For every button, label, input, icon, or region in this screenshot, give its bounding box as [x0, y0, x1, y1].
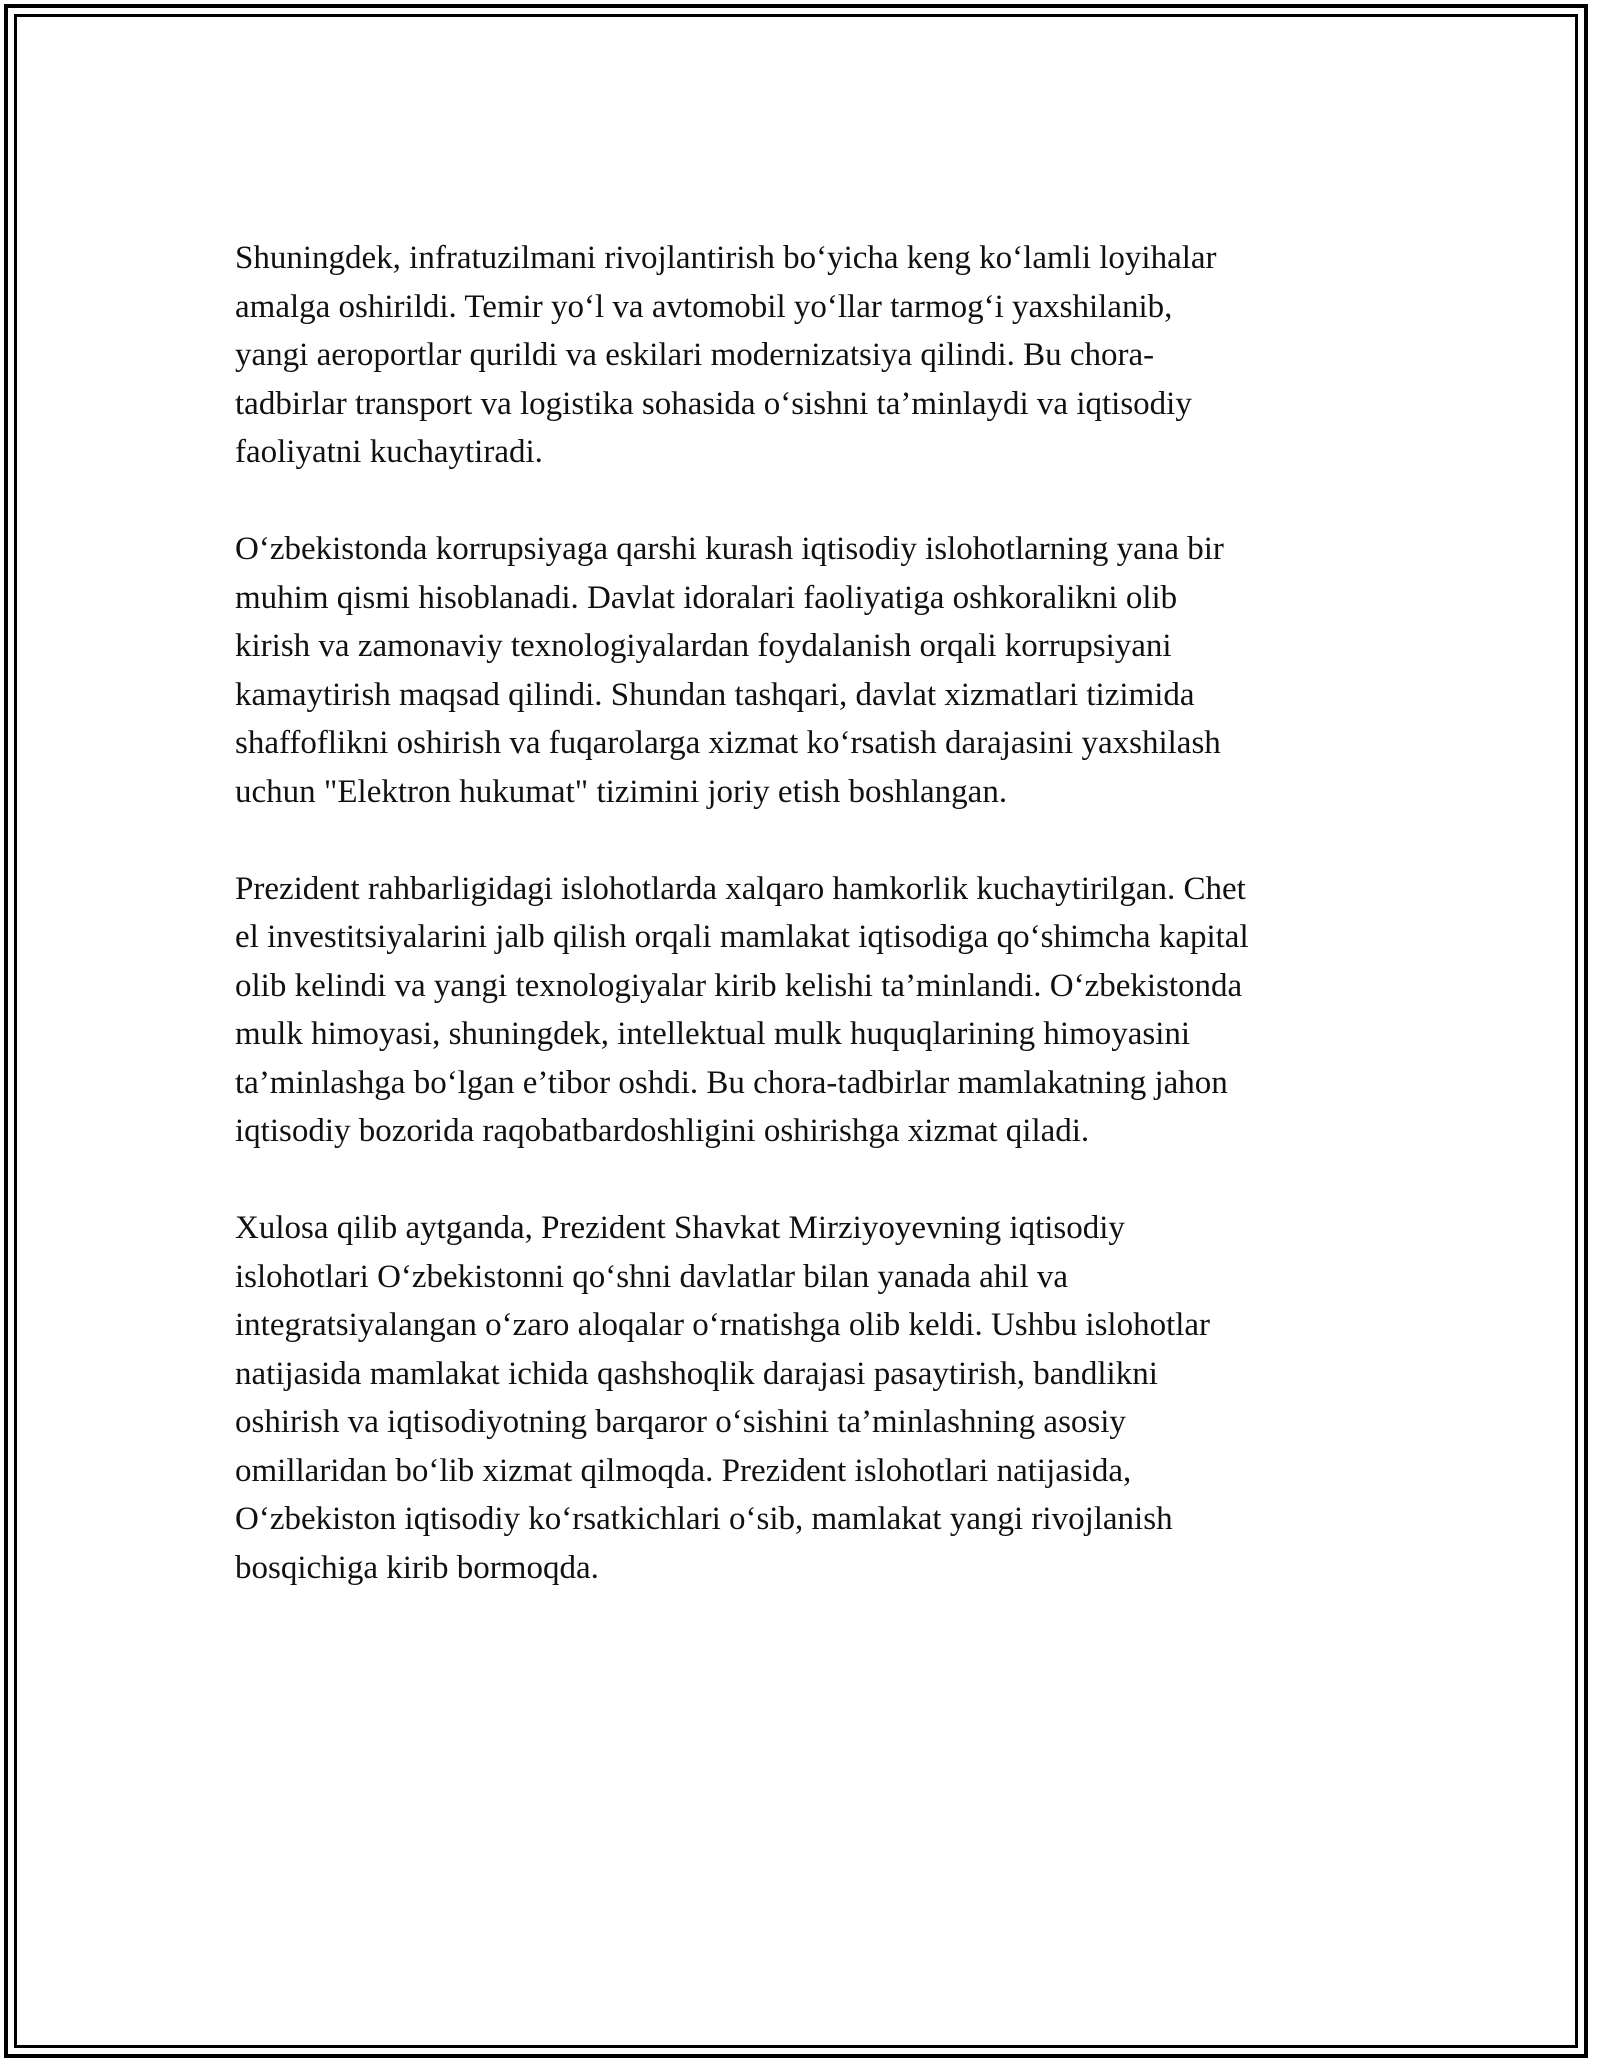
- text-line: Shuningdek, infratuzilmani rivojlantirish bo‘yicha keng ko‘lamli loyihalar: [235, 240, 1217, 276]
- text-line: O‘zbekistonda korrupsiyaga qarshi kurash iqtisodiy islohotlarning yana bir: [235, 531, 1224, 567]
- text-line: muhim qismi hisoblanadi. Davlat idoralari faoliyatiga oshkoralikni olib: [235, 579, 1178, 616]
- text-line: iqtisodiy bozorida raqobatbardoshligini oshirishga xizmat qiladi.: [235, 1113, 1090, 1149]
- text-line: omillaridan bo‘lib xizmat qilmoqda. Prezident islohotlari natijasida,: [235, 1452, 1132, 1489]
- text-line: O‘zbekiston iqtisodiy ko‘rsatkichlari o‘sib, mamlakat yangi rivojlanish: [235, 1501, 1173, 1537]
- text-line: integratsiyalangan o‘zaro aloqalar o‘rnatishga olib keldi. Ushbu islohotlar: [235, 1307, 1211, 1343]
- text-line: Xulosa qilib aytganda, Prezident Shavkat Mirziyoyevning iqtisodiy: [235, 1210, 1125, 1246]
- text-line: mulk himoyasi, shuningdek, intellektual mulk huquqlarining himoyasini: [235, 1016, 1191, 1052]
- text-line: olib kelindi va yangi texnologiyalar kirib kelishi ta’minlandi. O‘zbekistonda: [235, 967, 1243, 1004]
- paragraph-international-cooperation: [235, 865, 1375, 1156]
- text-line: kamaytirish maqsad qilindi. Shundan tashqari, davlat xizmatlari tizimida: [235, 676, 1195, 713]
- text-line: islohotlari O‘zbekistonni qo‘shni davlatlar bilan yanada ahil va: [235, 1258, 1069, 1295]
- text-line: faoliyatni kuchaytiradi.: [235, 434, 543, 470]
- text-line: shaffoflikni oshirish va fuqarolarga xizmat ko‘rsatish darajasini yaxshilash: [235, 725, 1221, 761]
- text-line: Prezident rahbarligidagi islohotlarda xalqaro hamkorlik kuchaytirilgan. Chet: [235, 870, 1246, 907]
- paragraph-conclusion: [235, 1204, 1375, 1592]
- document-body: [235, 234, 1375, 1641]
- text-line: el investitsiyalarini jalb qilish orqali mamlakat iqtisodiga qo‘shimcha kapital: [235, 919, 1249, 955]
- text-line: uchun "Elektron hukumat" tizimini joriy etish boshlangan.: [235, 773, 1008, 810]
- text-line: natijasida mamlakat ichida qashshoqlik darajasi pasaytirish, bandlikni: [235, 1355, 1158, 1392]
- paragraph-anti-corruption: [235, 525, 1375, 816]
- text-line: ta’minlashga bo‘lgan e’tibor oshdi. Bu chora-tadbirlar mamlakatning jahon: [235, 1064, 1228, 1101]
- text-line: tadbirlar transport va logistika sohasida o‘sishni ta’minlaydi va iqtisodiy: [235, 385, 1192, 422]
- text-line: amalga oshirildi. Temir yo‘l va avtomobil yo‘llar tarmog‘i yaxshilanib,: [235, 288, 1173, 325]
- text-line: kirish va zamonaviy texnologiyalardan foydalanish orqali korrupsiyani: [235, 628, 1172, 664]
- paragraph-infrastructure: [235, 234, 1375, 477]
- text-line: oshirish va iqtisodiyotning barqaror o‘sishini ta’minlashning asosiy: [235, 1404, 1126, 1440]
- text-line: yangi aeroportlar qurildi va eskilari modernizatsiya qilindi. Bu chora-: [235, 337, 1155, 373]
- text-line: bosqichiga kirib bormoqda.: [235, 1549, 599, 1586]
